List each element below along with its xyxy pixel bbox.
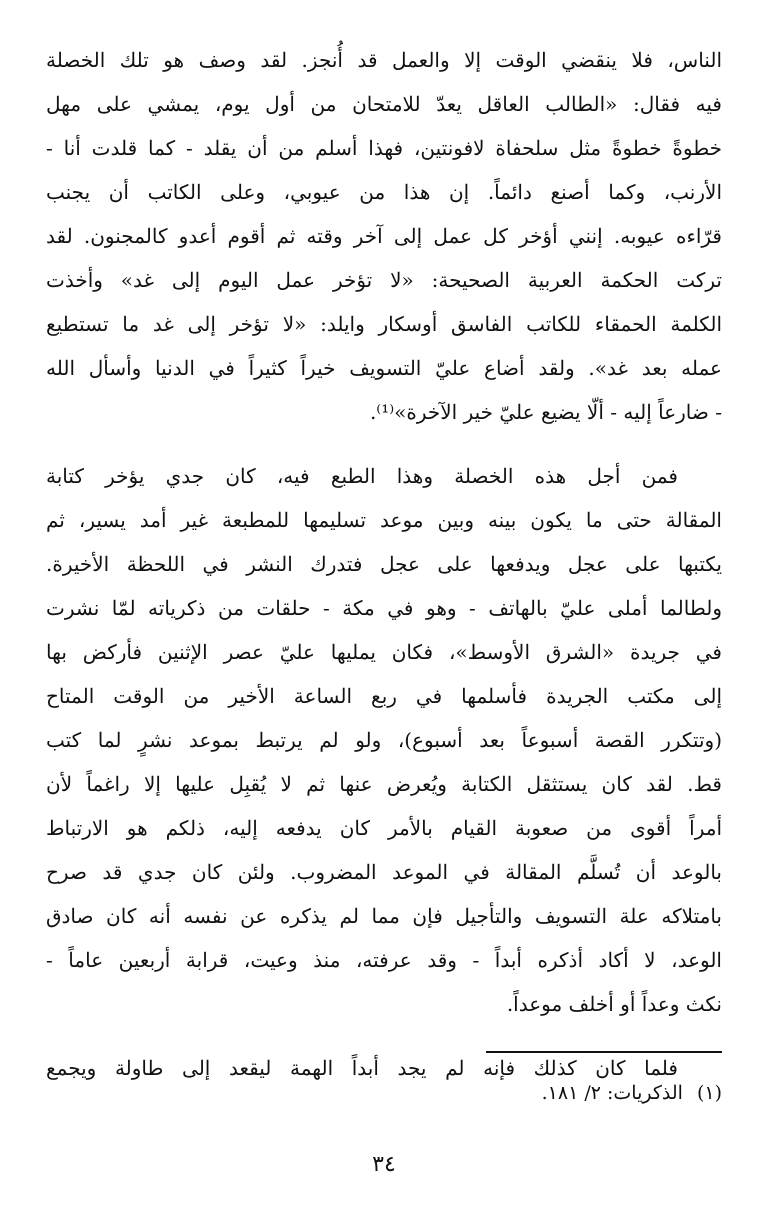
text-line: في جريدة «الشرق الأوسط»، فكان يمليها عليّ عصر الإثنين فأركض بها: [46, 640, 722, 664]
footnote: [46, 1076, 722, 1110]
text-line: إلى مكتب الجريدة فأسلمها في ربع الساعة الأخير من الوقت المتاح: [46, 684, 722, 708]
text-line: قرّاءه عيوبه. إنني أؤخر كل عمل إلى آخر وقته ثم أقوم أعدو كالمجنون. لقد: [46, 224, 722, 248]
text-line: (وتتكرر القصة أسبوعاً بعد أسبوع)، ولو لم يرتبط بموعد نشرٍ لما كتب: [46, 728, 722, 752]
text-line: بامتلاكه علة التسويف والتأجيل فإن مما لم يذكره عن نفسه أنه كان صادق: [46, 904, 722, 928]
text-line: عمله بعد غد». ولقد أضاع عليّ التسويف خيراً كثيراً في الدنيا وأسأل الله: [46, 356, 722, 380]
paragraph-1: [46, 38, 722, 434]
footnote-marker: (١): [696, 1082, 722, 1104]
text-line: الكلمة الحمقاء للكاتب الفاسق أوسكار وايلد: «لا تؤخر إلى غد ما تستطيع: [46, 312, 722, 336]
text-line: نكث وعداً أو أخلف موعداً.: [506, 992, 722, 1016]
text-line: خطوةً خطوةً مثل سلحفاة لافونتين، فهذا أسلم من أن يقلد - كما قلدت أنا -: [46, 136, 722, 160]
footnote-text: الذكريات: ٢/ ١٨١.: [541, 1082, 683, 1104]
text-line: - ضارعاً إليه - ألّا يضيع عليّ خير الآخرة»⁽¹⁾.: [369, 400, 722, 424]
text-line: الأرنب، وكما أصنع دائماً. إن هذا من عيوبي، وعلى الكاتب أن يجنب: [46, 180, 722, 204]
text-line: المقالة حتى ما يكون بينه وبين موعد تسليمها للمطبعة غير أمد يسير، ثم: [46, 508, 722, 532]
text-line: تركت الحكمة العربية الصحيحة: «لا تؤخر عمل اليوم إلى غد» وأخذت: [46, 268, 722, 292]
text-line: ولطالما أملى عليّ بالهاتف - وهو في مكة - حلقات من ذكرياته لمّا نشرت: [46, 596, 722, 620]
text-line: الوعد، لا أكاد أذكره أبداً - وقد عرفته، منذ وعيت، قرابة أربعين عاماً -: [46, 948, 722, 972]
footnote-divider: [486, 1051, 722, 1053]
text-line: يكتبها على عجل ويدفعها على عجل فتدرك النشر في اللحظة الأخيرة.: [46, 552, 722, 576]
text-line: الناس، فلا ينقضي الوقت إلا والعمل قد أُنجز. لقد وصف هو تلك الخصلة: [46, 48, 722, 72]
text-line: أمراً أقوى من صعوبة القيام بالأمر كان يدفعه إليه، ذلكم هو الارتباط: [46, 816, 722, 840]
text-line: فمن أجل هذه الخصلة وهذا الطبع فيه، كان جدي يؤخر كتابة: [46, 464, 678, 488]
text-line: بالوعد أن تُسلَّم المقالة في الموعد المضروب. ولئن كان جدي قد صرح: [46, 860, 722, 884]
text-line: قط. لقد كان يستثقل الكتابة ويُعرض عنها ثم لا يُقبِل عليها إلا راغماً لأن: [46, 772, 722, 796]
text-line: فلما كان كذلك فإنه لم يجد أبداً الهمة ليقعد إلى طاولة ويجمع: [46, 1056, 678, 1080]
page-number: ٣٤: [372, 1152, 396, 1177]
text-line: فيه فقال: «الطالب العاقل يعدّ للامتحان من أول يوم، يمشي على مهل: [46, 92, 722, 116]
paragraph-2: [46, 454, 722, 1026]
